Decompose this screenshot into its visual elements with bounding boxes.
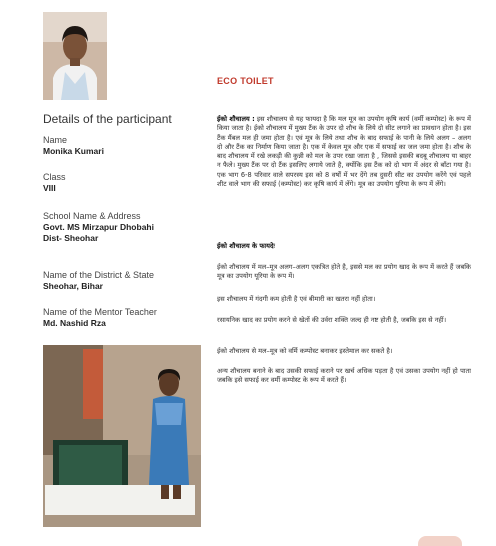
model-photo-illustration: [43, 345, 201, 527]
name-field: [43, 135, 208, 157]
class-field: [43, 172, 208, 194]
school-value: Govt. MS Mirzapur Dhobahi: [43, 222, 154, 232]
mentor-field: [43, 307, 208, 329]
school-district-value: Dist- Sheohar: [43, 233, 99, 243]
benefit-paragraph-5: अन्य शौचालय बनाने के बाद उसकी सफाई कराने पर खर्च अधिक पड़ता है एवं उसका उपयोग नहीं हो पाता जबकि इसे सफाई कर वर्मी कम्पोस्ट के रूप में करते हैं।: [217, 367, 471, 385]
district-field: [43, 270, 208, 292]
benefit-paragraph-4: ईको शौचालय से मल–मूत्र को वर्मि कम्पोस्ट बनाकर इस्तेमाल कर सकते है।: [217, 347, 393, 355]
school-field: [43, 211, 208, 244]
district-value: Sheohar, Bihar: [43, 281, 103, 291]
intro-lead: ईको शौचालय :: [217, 115, 255, 123]
school-label: School Name & Address: [43, 211, 141, 221]
name-value: Monika Kumari: [43, 146, 104, 156]
class-label: Class: [43, 172, 66, 182]
article-title: ECO TOILET: [217, 76, 274, 86]
benefit-paragraph-2: इस शौचालय में गंदगी कम होती है एवं बीमारी का खतरा नहीं होता।: [217, 295, 376, 303]
mentor-label: Name of the Mentor Teacher: [43, 307, 157, 317]
benefits-heading: ईको शौचालय के फायदेः: [217, 242, 275, 250]
benefit-paragraph-1: ईको शौचालय में मल–मूत्र अलग–अलग एकत्रित होते है, इससे मल का प्रयोग खाद के रूप में करते हैं जबकि मूत्र का उपयोग यूरिया के रूप में।: [217, 263, 471, 281]
page-corner-tab: [418, 536, 462, 546]
district-label: Name of the District & State: [43, 270, 155, 280]
mentor-value: Md. Nashid Rza: [43, 318, 106, 328]
portrait-illustration: [43, 12, 107, 100]
class-value: VIII: [43, 183, 56, 193]
intro-text: इस शौचालय से यह फायदा है कि मल मूत्र का उपयोग कृषि कार्य (वर्मी कम्पोस्ट) के रूप में किया जाता है। ईको शौचालय में मुख्य टैंक के उपर दो शौच के लिये दो सीट लगाने का प्रावधान होता है। इस टैंक मैंबल मल ही जमा होता है। एवं मूत्र के लिये तथा शौच के बाद सफाई के पानी के लिये अलग – अलग दो और टैंक का निर्माण किया जाता है। एक में केवल मूत्र और एक में सफाई का जल जमा होता है। शौच के बाद शौचालय में रखे लकड़ी की कुन्नी को मल के उपर रखा जाता है , जिससे इसकी बदबू शौचालय या बाहर न फैले। मुख्य टैंक पर दो टैंक इसलिए लगाये जाते है, क्योंकि इस टैंक को दो भाग में अंदर से बाँटा गया है। एक भाग 6-8 परिवार वाले सपरस्य इस को 8 वर्षों में भर देंगे तब दुसरी सीट का उपयोग करेंगे एवं पहले शीट वाले भाग की सफाई (कम्पोस्ट) कर कृषि कार्य में लेंगे। मूत्र का उपयोग युरिया के रूप में लेंगे।: [217, 115, 471, 189]
eco-toilet-model-photo: [43, 345, 201, 527]
benefit-paragraph-3: रसायनिक खाद का प्रयोग करने से खेतों की उर्वरा शक्ति जल्द ही नष्ट होती है, जबकि इस से नहीं।: [217, 316, 447, 324]
participant-section-title: Details of the participant: [43, 112, 172, 126]
name-label: Name: [43, 135, 68, 145]
intro-paragraph: [217, 115, 471, 189]
participant-portrait-photo: [43, 12, 107, 100]
